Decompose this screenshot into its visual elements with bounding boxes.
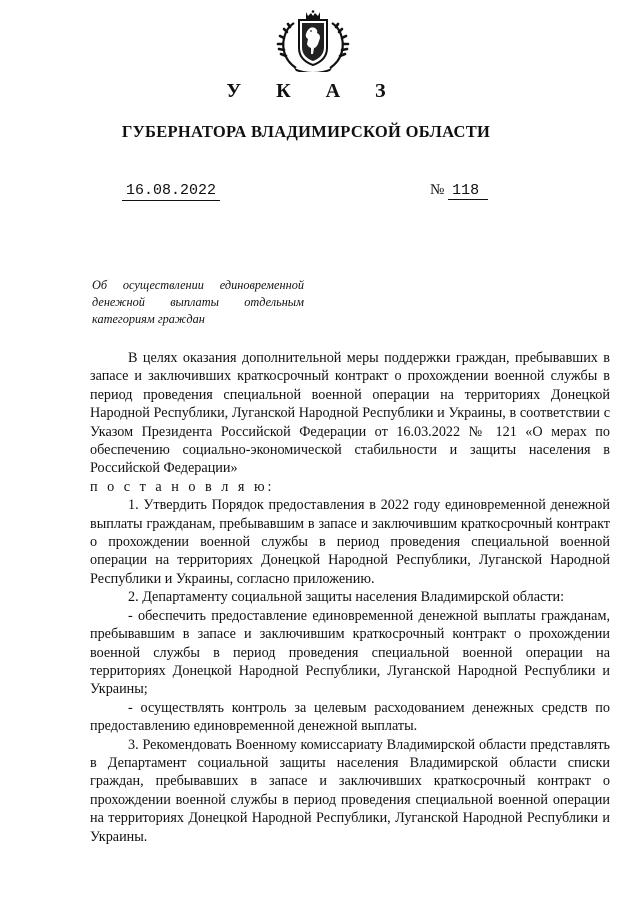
item-2: 2. Департаменту социальной защиты населения Владимирской области: [128, 589, 565, 606]
item-2a: - обеспечить предоставление единовременной денежной выплаты гражданам, пребывавшим в запасе и заключившим краткосрочный контракт о прохождении военной службы в период проведения специальной военной операции на территориях Донецкой Народной Республики, Луганской Народной Республики и Украины; [90, 607, 610, 698]
document-number [430, 182, 488, 200]
intro-paragraph: В целях оказания дополнительной меры поддержки граждан, пребывавших в запасе и заключивших краткосрочный контракт о прохождении военной службы в период проведения специальной военной операции на территориях Донецкой Народной Республики, Луганской Народной Республики и Украины, в соответствии с Указом Президента Российской Федерации от 16.03.2022 № 121 «О мерах по обеспечению социально-экономической стабильности и защиты населения в Российской Федерации» [90, 350, 610, 477]
document-subject: Об осуществлении единовременной денежной выплаты отдельным категориям граждан [92, 278, 304, 326]
item-3: 3. Рекомендовать Военному комиссариату Владимирской области представлять в Департамент социальной защиты населения Владимирской области списки граждан, пребывавших в запасе и заключивших краткосрочный контракт о прохождении военной службы в период проведения специальной военной операции на территориях Донецкой Народной Республики, Луганской Народной Республики и Украины. [90, 736, 610, 845]
document-subtitle: ГУБЕРНАТОРА ВЛАДИМИРСКОЙ ОБЛАСТИ [121, 122, 491, 141]
document-body [90, 349, 610, 846]
item-1: 1. Утвердить Порядок предоставления в 2022 году единовременной денежной выплаты гражданам, пребывавшим в запасе и заключившим краткосрочный контракт о прохождении военной службы в период проведения специальной военной операции на территориях Донецкой Народной Республики, Луганской Народной Республики и Украины, согласно приложению. [90, 497, 610, 587]
document-date: 16.08.2022 [122, 182, 220, 201]
item-2b: - осуществлять контроль за целевым расходованием денежных средств по предоставлению единовременной денежной выплаты. [90, 699, 610, 735]
number-sign: № [430, 182, 445, 198]
document-title: У К А З [226, 80, 401, 102]
coat-of-arms-icon [276, 10, 350, 72]
number-value: 118 [448, 182, 488, 200]
decree-word: п о с т а н о в л я ю: [90, 478, 275, 495]
